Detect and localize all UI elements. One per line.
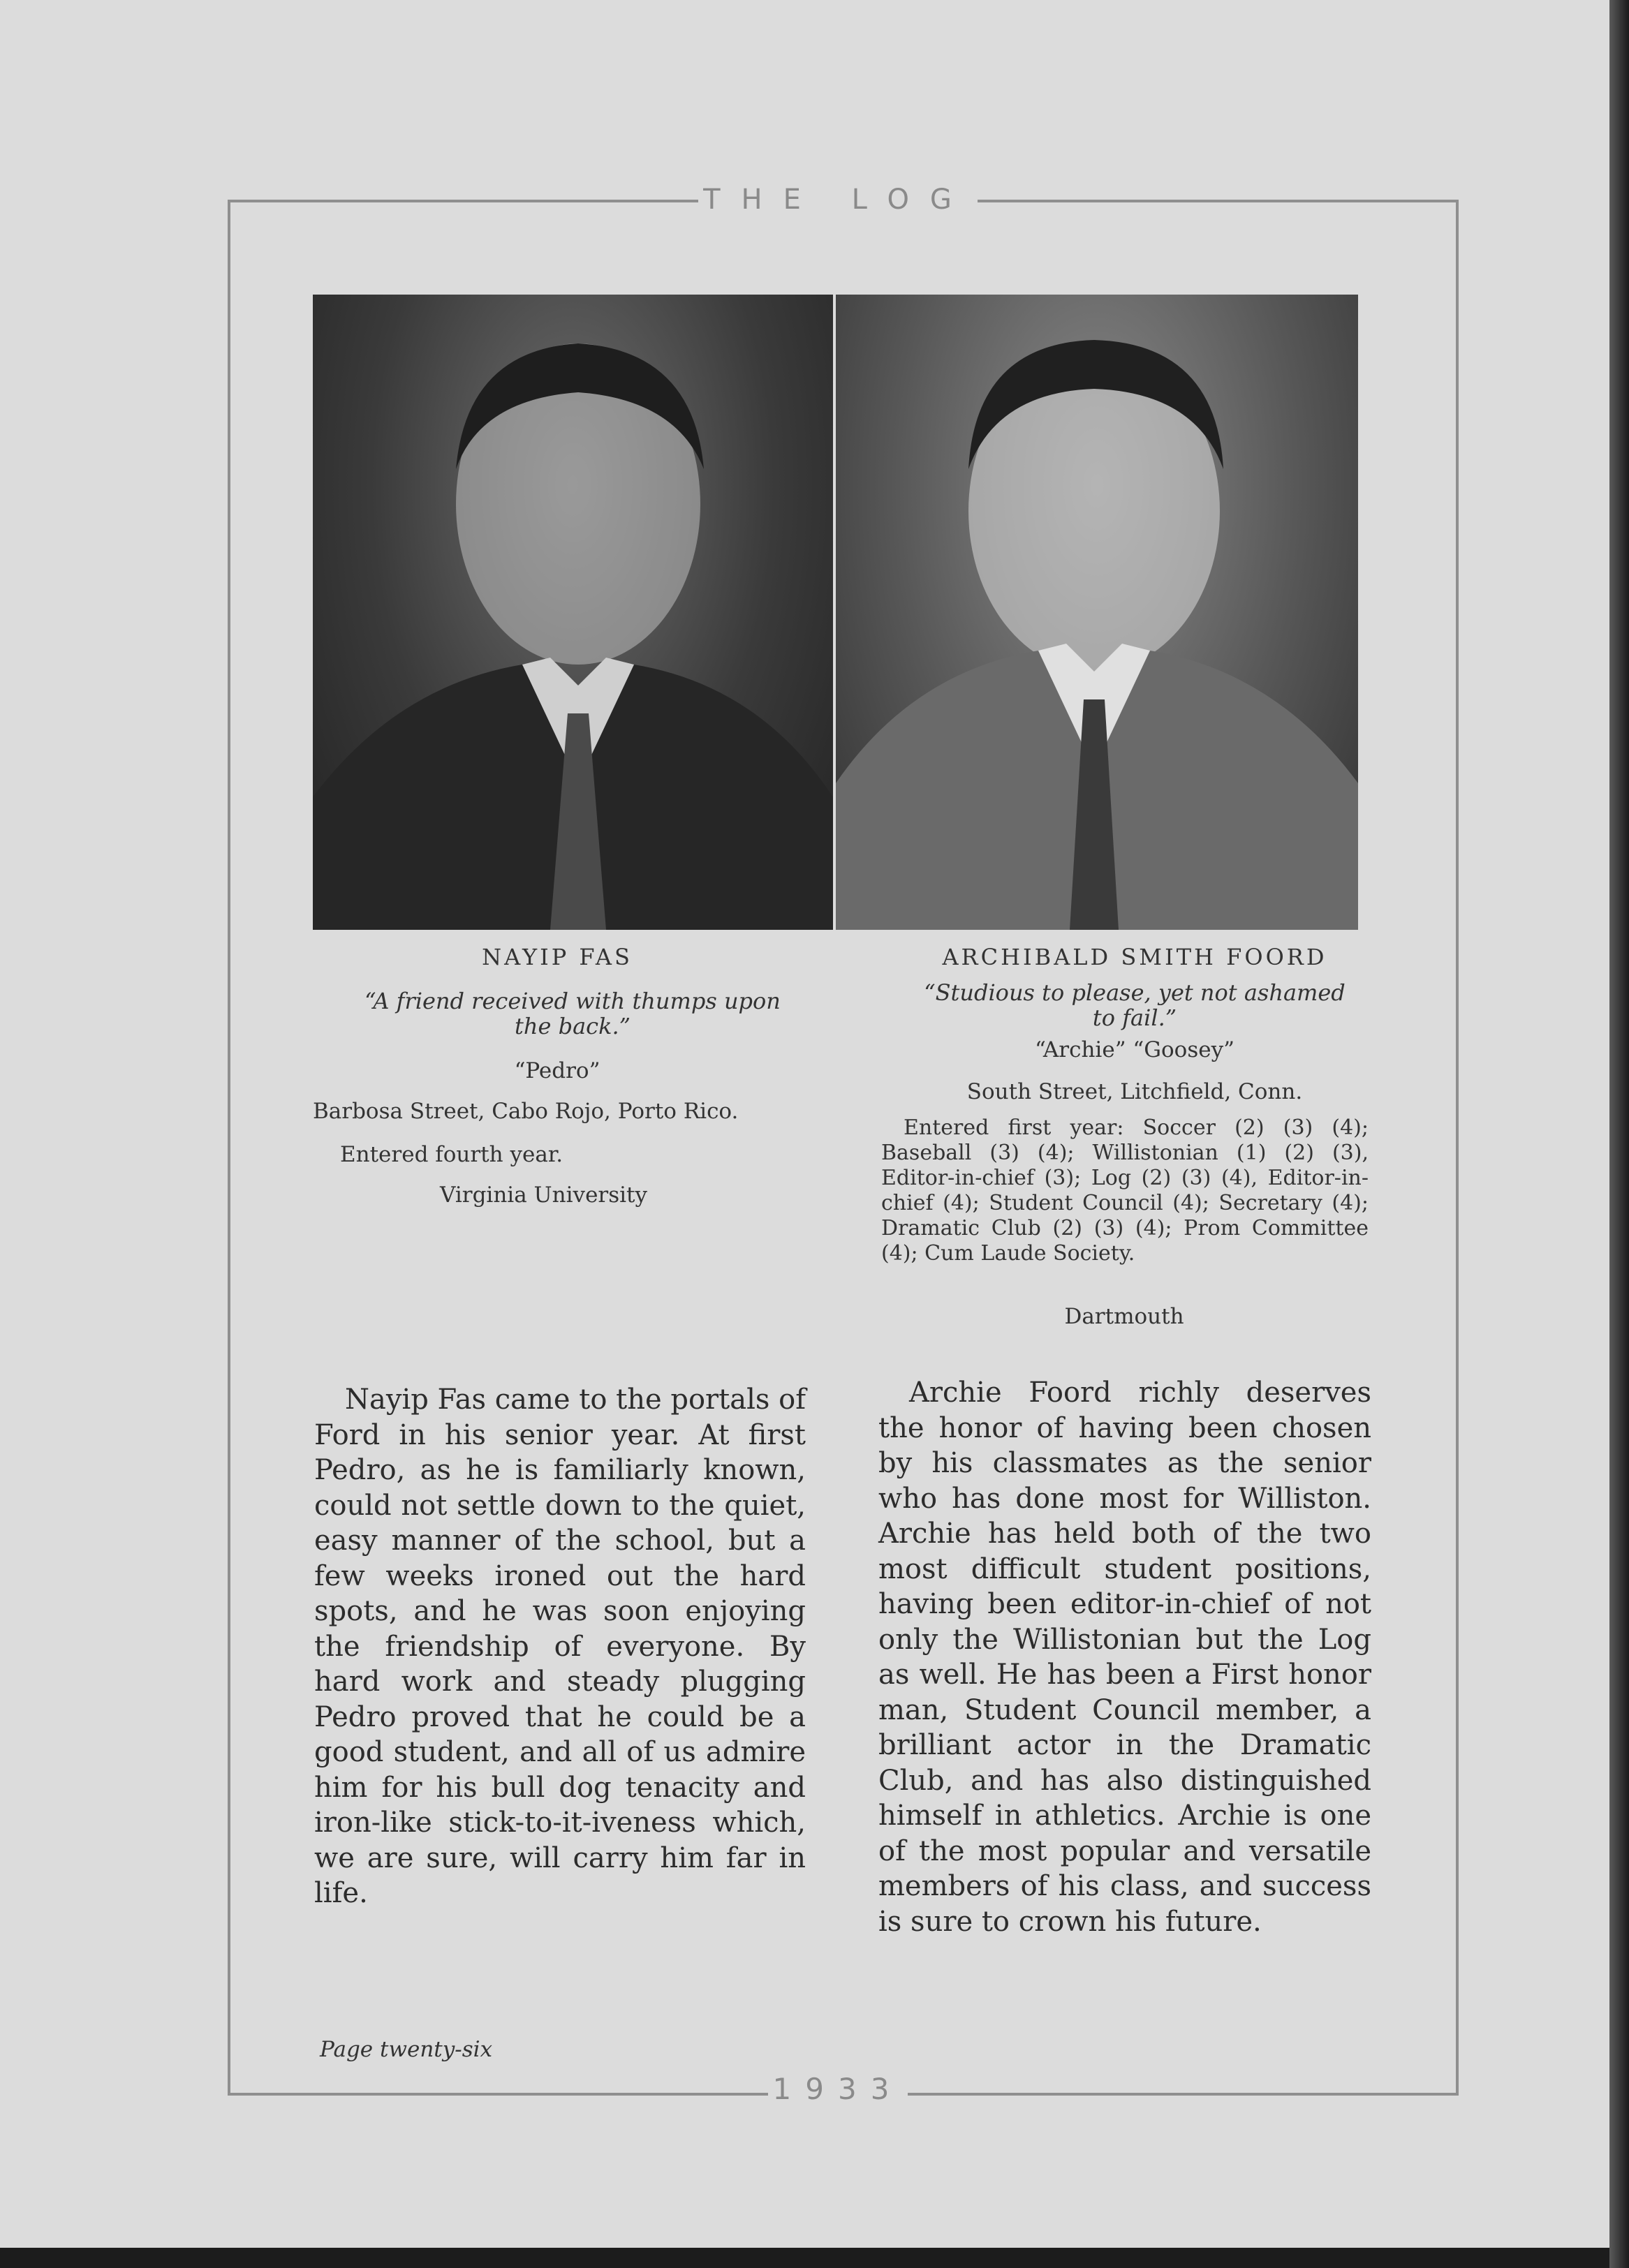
student-address-right: South Street, Litchfield, Conn. xyxy=(966,1079,1303,1104)
biography-right: Archie Foord richly deserves the honor of having been chosen by his classmates as the senior who has done most for Williston. Archie has held both of the two most difficult student positions, having been editor-in-chief of not only the Willistonian but the Log as well. He has been a First honor man, Student Council member, a brilliant actor in the Dramatic Club, and has also distinguished himself in athletics. Archie is one of the most popular and versatile members of his class, and success is sure to crown his future. xyxy=(878,1377,1371,1938)
book-binding-edge xyxy=(1609,0,1629,2268)
student-entered-left: Entered fourth year. xyxy=(340,1142,563,1167)
year-footer: 1933 xyxy=(768,2065,908,2114)
page-number: Page twenty-six xyxy=(320,2037,493,2062)
portrait-photo-left xyxy=(313,295,833,930)
student-nickname-left: “Pedro” xyxy=(514,1058,600,1083)
student-college-left: Virginia University xyxy=(440,1183,648,1208)
student-quote-left: “A friend received with thumps upon the back.” xyxy=(364,988,781,1039)
student-name: ARCHIBALD SMITH FOORD xyxy=(942,944,1327,970)
student-name-right xyxy=(873,944,1396,970)
student-college-right: Dartmouth xyxy=(1064,1304,1184,1329)
student-address-left: Barbosa Street, Cabo Rojo, Porto Rico. xyxy=(313,1099,739,1124)
student-quote-right: “Studious to please, yet not ashamed to fail.” xyxy=(924,979,1346,1031)
running-title: THE LOG xyxy=(698,179,978,221)
student-activities-right: Entered first year: Soccer (2) (3) (4); Baseball (3) (4); Willistonian (1) (2) (3), Editor-in-chief (3); Log (2) (3) (4), Editor-in-chief (4); Student Council (4); Secretary (4); Dramatic Club (2) (3) (4); Prom Committee (4); Cum Laude Society. xyxy=(881,1116,1369,1266)
student-nickname-right: “Archie” “Goosey” xyxy=(1035,1037,1234,1062)
student-name: NAYIP FAS xyxy=(482,944,633,970)
student-name-left xyxy=(313,944,802,970)
portrait-photo-right xyxy=(836,295,1358,930)
biography-left: Nayip Fas came to the portals of Ford in his senior year. At first Pedro, as he is familiarly known, could not settle down to the quiet, easy manner of the school, but a few weeks ironed out the hard spots, and he was soon enjoying the friendship of everyone. By hard work and steady plugging Pedro proved that he could be a good student, and all of us admire him for his bull dog tenacity and iron-like stick-to-it-iveness which, we are sure, will carry him far in life. xyxy=(314,1384,806,1909)
